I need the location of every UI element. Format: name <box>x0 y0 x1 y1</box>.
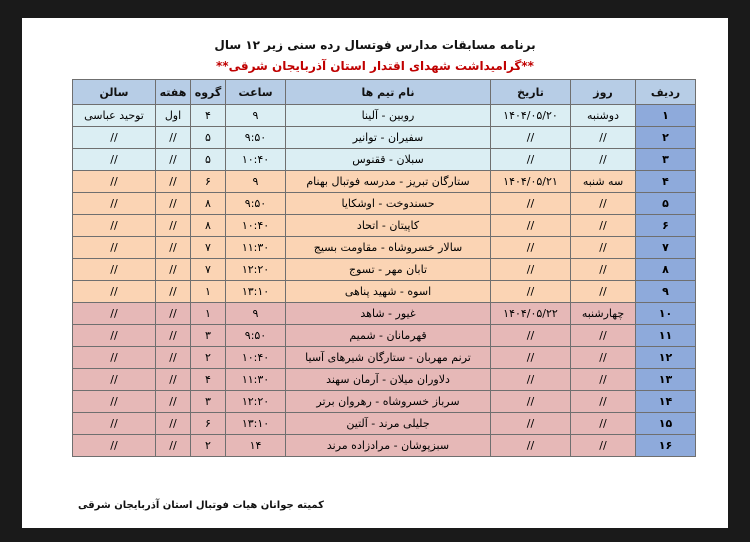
cell-date: // <box>491 369 571 391</box>
cell-week: اول <box>156 105 191 127</box>
cell-teams: سالار خسروشاه - مقاومت بسیج <box>286 237 491 259</box>
cell-day: // <box>571 127 636 149</box>
cell-week: // <box>156 171 191 193</box>
cell-week: // <box>156 347 191 369</box>
page-subtitle: **گرامیداشت شهدای اقتدار استان آذربایجان شرقی** <box>216 59 534 73</box>
cell-day: دوشنبه <box>571 105 636 127</box>
cell-time: ۹ <box>226 171 286 193</box>
header-group: گروه <box>191 80 226 105</box>
cell-group: ۵ <box>191 127 226 149</box>
table-row <box>73 391 696 413</box>
cell-teams: جلیلی مرند - آلتین <box>286 413 491 435</box>
cell-day: // <box>571 391 636 413</box>
cell-day: // <box>571 281 636 303</box>
table-row <box>73 149 696 171</box>
cell-hall: // <box>73 171 156 193</box>
cell-group: ۴ <box>191 105 226 127</box>
cell-time: ۱۱:۳۰ <box>226 237 286 259</box>
footer-credit: کمیته جوانان هیات فوتبال استان آذربایجان شرقی <box>78 500 324 511</box>
cell-teams: ترنم مهربان - ستارگان شیرهای آسیا <box>286 347 491 369</box>
cell-time: ۱۰:۴۰ <box>226 347 286 369</box>
cell-time: ۹:۵۰ <box>226 193 286 215</box>
cell-date: // <box>491 281 571 303</box>
cell-date: ۱۴۰۴/۰۵/۲۱ <box>491 171 571 193</box>
cell-teams: دلاوران میلان - آرمان سهند <box>286 369 491 391</box>
cell-row-number: ۱۵ <box>636 413 696 435</box>
cell-hall: // <box>73 413 156 435</box>
cell-day: // <box>571 325 636 347</box>
cell-day: // <box>571 259 636 281</box>
cell-row-number: ۱۴ <box>636 391 696 413</box>
cell-teams: ستارگان تبریز - مدرسه فوتبال بهنام <box>286 171 491 193</box>
cell-time: ۹:۵۰ <box>226 325 286 347</box>
cell-week: // <box>156 325 191 347</box>
cell-teams: حسندوخت - اوشکایا <box>286 193 491 215</box>
cell-time: ۱۳:۱۰ <box>226 281 286 303</box>
cell-row-number: ۱ <box>636 105 696 127</box>
cell-hall: // <box>73 325 156 347</box>
table-row <box>73 347 696 369</box>
cell-hall: // <box>73 281 156 303</box>
cell-teams: سفیران - توانیر <box>286 127 491 149</box>
cell-day: // <box>571 215 636 237</box>
cell-date: ۱۴۰۴/۰۵/۲۲ <box>491 303 571 325</box>
table-row <box>73 127 696 149</box>
cell-time: ۹:۵۰ <box>226 127 286 149</box>
cell-time: ۱۲:۲۰ <box>226 259 286 281</box>
cell-week: // <box>156 303 191 325</box>
cell-time: ۱۰:۴۰ <box>226 149 286 171</box>
cell-time: ۱۱:۳۰ <box>226 369 286 391</box>
cell-teams: غیور - شاهد <box>286 303 491 325</box>
cell-day: سه شنبه <box>571 171 636 193</box>
header-week: هفته <box>156 80 191 105</box>
table-row <box>73 171 696 193</box>
cell-row-number: ۱۶ <box>636 435 696 457</box>
cell-teams: سرباز خسروشاه - رهروان برتر <box>286 391 491 413</box>
cell-hall: // <box>73 391 156 413</box>
cell-row-number: ۱۲ <box>636 347 696 369</box>
cell-row-number: ۳ <box>636 149 696 171</box>
cell-day: // <box>571 369 636 391</box>
cell-week: // <box>156 127 191 149</box>
cell-week: // <box>156 435 191 457</box>
cell-group: ۱ <box>191 281 226 303</box>
cell-hall: // <box>73 237 156 259</box>
cell-week: // <box>156 215 191 237</box>
table-header-row <box>73 80 696 105</box>
cell-teams: قهرمانان - شمیم <box>286 325 491 347</box>
cell-date: // <box>491 413 571 435</box>
schedule-table <box>72 79 696 457</box>
cell-week: // <box>156 369 191 391</box>
cell-hall: // <box>73 303 156 325</box>
cell-day: // <box>571 149 636 171</box>
table-row <box>73 369 696 391</box>
cell-row-number: ۸ <box>636 259 696 281</box>
cell-week: // <box>156 413 191 435</box>
cell-teams: اسوه - شهید پناهی <box>286 281 491 303</box>
cell-group: ۲ <box>191 435 226 457</box>
page-title: برنامه مسابقات مدارس فوتسال رده سنی زیر ۱۲ سال <box>214 38 536 52</box>
cell-date: // <box>491 215 571 237</box>
cell-day: چهارشنبه <box>571 303 636 325</box>
cell-row-number: ۹ <box>636 281 696 303</box>
header-day: روز <box>571 80 636 105</box>
table-row <box>73 105 696 127</box>
cell-group: ۳ <box>191 391 226 413</box>
cell-hall: // <box>73 259 156 281</box>
cell-row-number: ۶ <box>636 215 696 237</box>
header-time: ساعت <box>226 80 286 105</box>
cell-date: // <box>491 237 571 259</box>
cell-date: // <box>491 149 571 171</box>
cell-day: // <box>571 435 636 457</box>
cell-week: // <box>156 281 191 303</box>
cell-hall: // <box>73 347 156 369</box>
cell-hall: // <box>73 435 156 457</box>
cell-date: // <box>491 259 571 281</box>
cell-week: // <box>156 149 191 171</box>
document-page <box>22 18 728 528</box>
table-row <box>73 435 696 457</box>
cell-week: // <box>156 193 191 215</box>
cell-hall: // <box>73 369 156 391</box>
cell-date: // <box>491 193 571 215</box>
cell-week: // <box>156 391 191 413</box>
cell-group: ۴ <box>191 369 226 391</box>
cell-date: ۱۴۰۴/۰۵/۲۰ <box>491 105 571 127</box>
cell-row-number: ۱۱ <box>636 325 696 347</box>
cell-hall: // <box>73 215 156 237</box>
cell-date: // <box>491 127 571 149</box>
header-hall: سالن <box>73 80 156 105</box>
cell-group: ۳ <box>191 325 226 347</box>
cell-time: ۱۴ <box>226 435 286 457</box>
cell-group: ۱ <box>191 303 226 325</box>
cell-group: ۶ <box>191 413 226 435</box>
cell-group: ۶ <box>191 171 226 193</box>
cell-week: // <box>156 259 191 281</box>
cell-time: ۱۰:۴۰ <box>226 215 286 237</box>
table-row <box>73 215 696 237</box>
cell-row-number: ۱۰ <box>636 303 696 325</box>
cell-group: ۷ <box>191 237 226 259</box>
cell-group: ۸ <box>191 215 226 237</box>
table-row <box>73 303 696 325</box>
cell-row-number: ۴ <box>636 171 696 193</box>
cell-date: // <box>491 347 571 369</box>
cell-hall: // <box>73 149 156 171</box>
cell-hall: // <box>73 193 156 215</box>
cell-date: // <box>491 325 571 347</box>
cell-teams: سبزپوشان - مرادزاده مرند <box>286 435 491 457</box>
header-row-number: ردیف <box>636 80 696 105</box>
cell-time: ۱۳:۱۰ <box>226 413 286 435</box>
cell-hall: // <box>73 127 156 149</box>
table-row <box>73 259 696 281</box>
cell-time: ۱۲:۲۰ <box>226 391 286 413</box>
cell-teams: تابان مهر - تسوج <box>286 259 491 281</box>
cell-time: ۹ <box>226 303 286 325</box>
cell-row-number: ۱۳ <box>636 369 696 391</box>
cell-teams: کاپیتان - اتحاد <box>286 215 491 237</box>
cell-week: // <box>156 237 191 259</box>
cell-row-number: ۲ <box>636 127 696 149</box>
table-row <box>73 281 696 303</box>
cell-row-number: ۵ <box>636 193 696 215</box>
header-teams: نام تیم ها <box>286 80 491 105</box>
cell-group: ۸ <box>191 193 226 215</box>
table-row <box>73 413 696 435</box>
cell-day: // <box>571 193 636 215</box>
cell-row-number: ۷ <box>636 237 696 259</box>
cell-date: // <box>491 435 571 457</box>
cell-date: // <box>491 391 571 413</box>
cell-group: ۷ <box>191 259 226 281</box>
table-row <box>73 237 696 259</box>
cell-group: ۵ <box>191 149 226 171</box>
cell-day: // <box>571 347 636 369</box>
cell-teams: سبلان - ققنوس <box>286 149 491 171</box>
header-date: تاریخ <box>491 80 571 105</box>
cell-group: ۲ <box>191 347 226 369</box>
table-row <box>73 193 696 215</box>
cell-day: // <box>571 413 636 435</box>
cell-day: // <box>571 237 636 259</box>
cell-teams: روبین - آلینا <box>286 105 491 127</box>
table-row <box>73 325 696 347</box>
cell-time: ۹ <box>226 105 286 127</box>
cell-hall: توحید عباسی <box>73 105 156 127</box>
